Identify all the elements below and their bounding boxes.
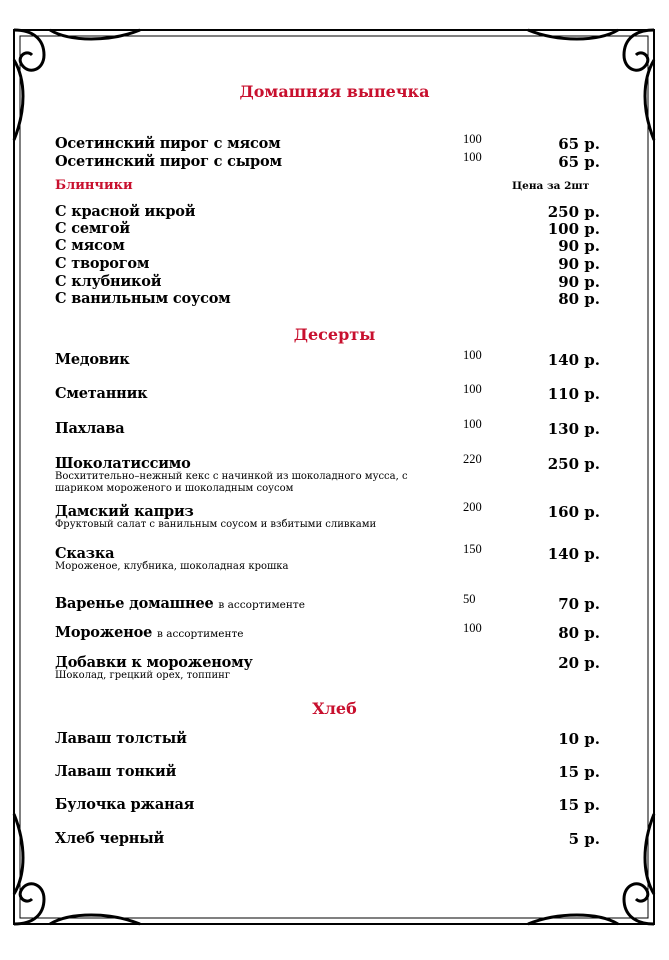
item-name-text: Варенье домашнее xyxy=(55,595,214,612)
item-name xyxy=(55,290,231,307)
item-price: 20 р. xyxy=(558,654,600,672)
item-name-text: С ванильным соусом xyxy=(55,290,231,307)
menu-item xyxy=(55,796,600,814)
item-price: 65 р. xyxy=(558,135,600,153)
item-name xyxy=(55,255,149,272)
item-weight: 100 xyxy=(463,621,482,635)
item-name xyxy=(55,503,194,520)
menu-item xyxy=(55,255,600,273)
menu-item xyxy=(55,203,600,221)
section-title-pancakes: Блинчики xyxy=(55,178,133,193)
item-price: 90 р. xyxy=(558,255,600,273)
item-weight: 100 xyxy=(463,382,482,396)
item-name xyxy=(55,220,130,237)
section-title-bread: Хлеб xyxy=(312,699,357,718)
item-name-text: Булочка ржаная xyxy=(55,796,195,813)
item-name-text: Шоколатиссимо xyxy=(55,455,191,472)
item-price: 130 р. xyxy=(547,420,600,438)
item-weight: 100 xyxy=(463,348,482,362)
item-weight: 200 xyxy=(463,500,482,514)
item-price: 90 р. xyxy=(558,273,600,291)
item-price: 15 р. xyxy=(558,796,600,814)
menu-item xyxy=(55,830,600,848)
price-per-2-caption: Цена за 2шт xyxy=(512,180,590,192)
item-name-text: Лаваш тонкий xyxy=(55,763,177,780)
item-name xyxy=(55,385,147,402)
menu-item xyxy=(55,237,600,255)
item-price: 65 р. xyxy=(558,153,600,171)
item-name xyxy=(55,455,191,472)
item-name xyxy=(55,420,124,437)
menu-item xyxy=(55,348,600,369)
item-name xyxy=(55,796,194,813)
menu-item xyxy=(55,273,600,291)
item-name xyxy=(55,654,253,671)
item-name-text: С клубникой xyxy=(55,273,162,290)
item-name xyxy=(55,203,195,220)
item-price: 80 р. xyxy=(558,624,600,642)
item-weight: 220 xyxy=(463,452,482,466)
section-title-baking: Домашняя выпечка xyxy=(239,82,430,101)
item-name-text: Осетинский пирог с сыром xyxy=(55,153,282,170)
item-price: 70 р. xyxy=(558,595,600,613)
item-name-text: Мороженое xyxy=(55,624,153,641)
item-weight: 50 xyxy=(463,592,476,606)
menu-item xyxy=(55,382,600,403)
item-name-text: С семгой xyxy=(55,220,130,237)
item-name-text: Лаваш толстый xyxy=(55,730,187,747)
item-name xyxy=(55,351,130,368)
item-price: 10 р. xyxy=(558,730,600,748)
item-name-text: Хлеб черный xyxy=(55,830,165,847)
item-name-text: Сказка xyxy=(55,545,115,562)
item-name-text: С красной икрой xyxy=(55,203,196,220)
item-price: 5 р. xyxy=(568,830,600,848)
item-price: 160 р. xyxy=(547,503,600,521)
item-name-text: Осетинский пирог с мясом xyxy=(55,135,281,152)
item-price: 140 р. xyxy=(547,545,600,563)
item-name-text: Медовик xyxy=(55,351,130,368)
item-name-text: Сметанник xyxy=(55,385,148,402)
item-price: 250 р. xyxy=(547,203,600,221)
item-note: в ассортименте xyxy=(156,628,244,640)
menu-item xyxy=(55,290,600,308)
item-name-text: С мясом xyxy=(55,237,125,254)
item-description: Фруктовый салат с ванильным соусом и взбитыми сливками xyxy=(55,519,377,530)
item-name xyxy=(55,237,125,254)
menu-item xyxy=(55,592,600,613)
item-description: Восхитительно–нежный кекс с начинкой из шоколадного мусса, с шариком мороженого и шоколадным соусом xyxy=(55,471,408,494)
item-price: 80 р. xyxy=(558,290,600,308)
item-name xyxy=(55,545,114,562)
item-name xyxy=(55,730,187,747)
menu-item xyxy=(55,220,600,238)
menu-item xyxy=(55,132,600,153)
item-description: Мороженое, клубника, шоколадная крошка xyxy=(55,561,289,572)
item-description: Шоколад, грецкий орех, топпинг xyxy=(55,670,231,681)
item-price: 110 р. xyxy=(547,385,600,403)
item-price: 140 р. xyxy=(547,351,600,369)
menu-item xyxy=(55,150,600,171)
item-price: 250 р. xyxy=(547,455,600,473)
item-weight: 100 xyxy=(463,132,482,146)
item-note: в ассортименте xyxy=(218,599,305,611)
item-name-text: Добавки к мороженому xyxy=(55,654,253,671)
menu-item xyxy=(55,730,600,748)
item-price: 90 р. xyxy=(558,237,600,255)
item-price: 15 р. xyxy=(558,763,600,781)
menu-item xyxy=(55,417,600,438)
item-name xyxy=(55,135,281,152)
item-weight: 100 xyxy=(463,417,482,431)
item-price: 100 р. xyxy=(547,220,600,238)
item-name xyxy=(55,830,164,847)
item-name xyxy=(55,153,282,170)
item-name xyxy=(55,595,305,612)
item-name-text: С творогом xyxy=(55,255,150,272)
item-name-text: Пахлава xyxy=(55,420,125,437)
item-name-text: Дамский каприз xyxy=(55,503,194,520)
menu-item xyxy=(55,763,600,781)
item-weight: 150 xyxy=(463,542,482,556)
item-weight: 100 xyxy=(463,150,482,164)
menu-item xyxy=(55,621,600,642)
item-name xyxy=(55,273,161,290)
item-name xyxy=(55,624,244,641)
item-name xyxy=(55,763,176,780)
section-title-desserts: Десерты xyxy=(293,325,376,344)
